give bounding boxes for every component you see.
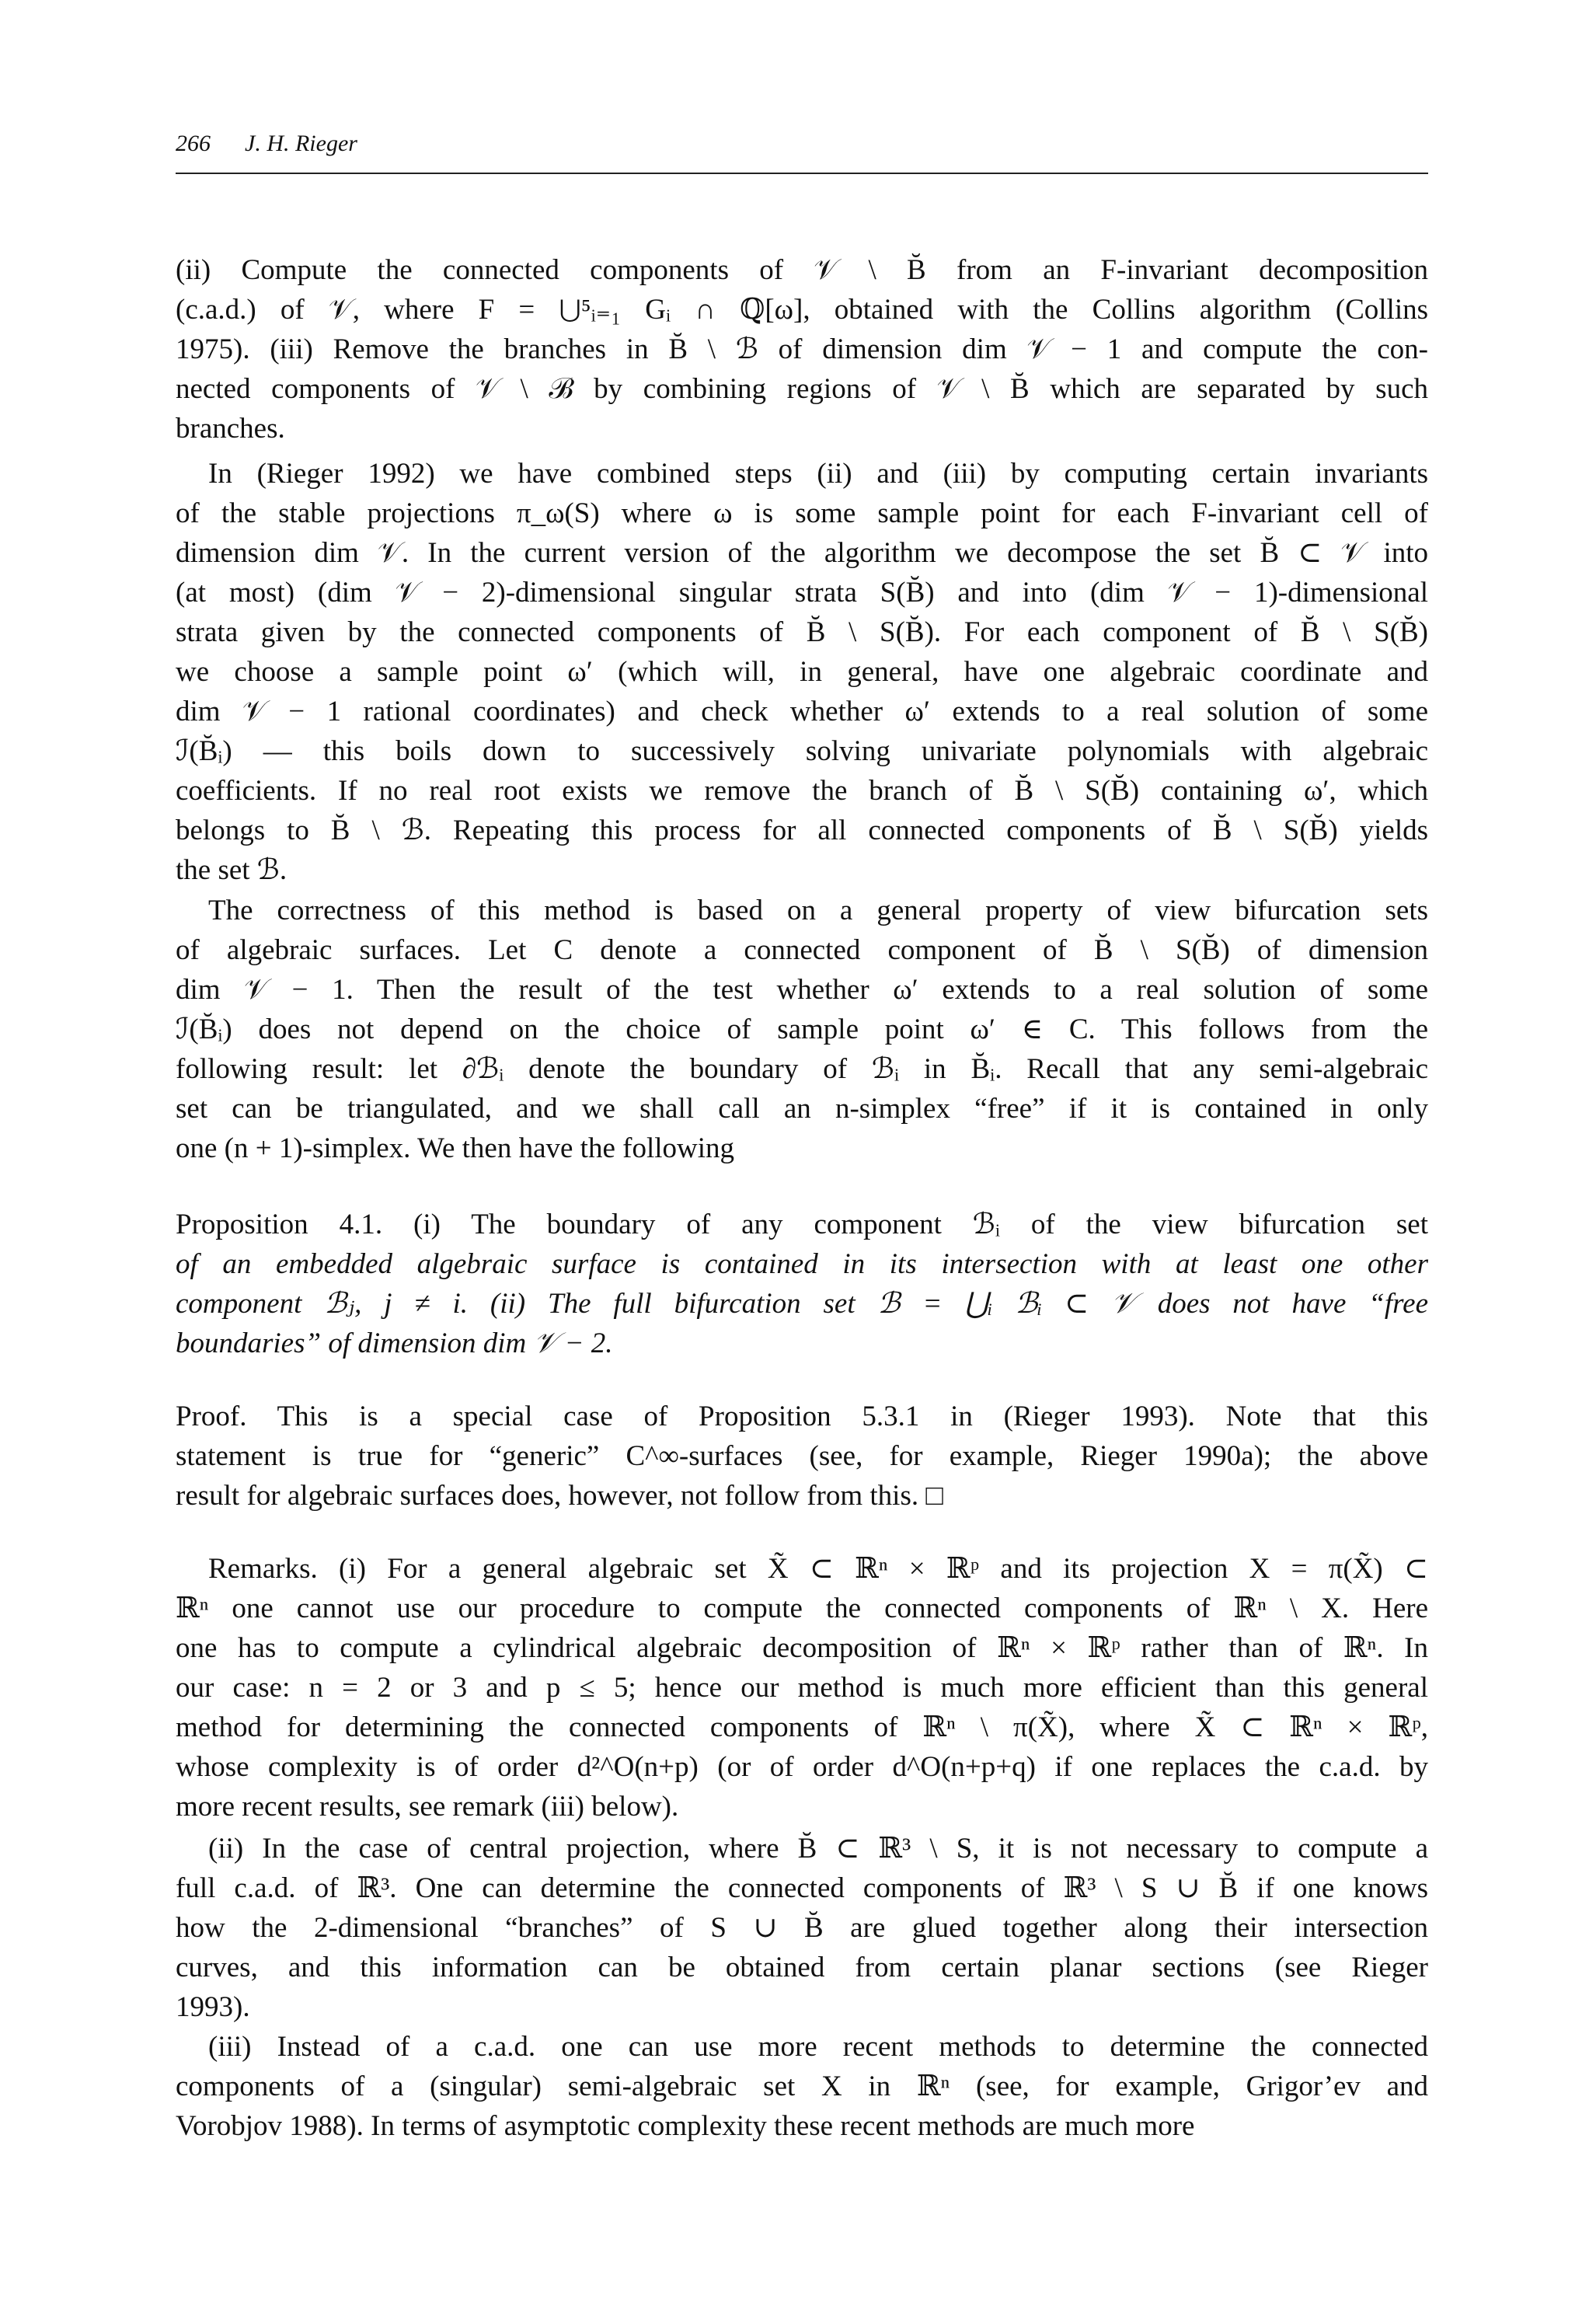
text-line: In (Rieger 1992) we have combined steps (ii) and (iii) by computing certain invariants — [208, 458, 1428, 490]
page-number: 266 — [176, 131, 211, 156]
text-line: The correctness of this method is based on a general property of view bifurcation sets — [208, 895, 1428, 926]
text-line: (ii) Compute the connected components of 𝒱 \ B̆ from an F-invariant decomposition — [176, 254, 1428, 286]
text-line: our case: n = 2 or 3 and p ≤ 5; hence our method is much more efficient than this general — [176, 1672, 1428, 1704]
text-line: 1975). (iii) Remove the branches in B̆ \ ℬ of dimension dim 𝒱 − 1 and compute the con- — [176, 333, 1428, 365]
text-line: ℝⁿ one cannot use our procedure to compute the connected components of ℝⁿ \ X. Here — [176, 1593, 1428, 1624]
para-steps — [176, 250, 1428, 448]
text-line: nected components of 𝒱 \ ℬ by combining regions of 𝒱 \ B̆ which are separated by such — [176, 373, 1428, 405]
para-remarks — [176, 1549, 1428, 1826]
running-author: J. H. Rieger — [245, 131, 357, 156]
text-line: (iii) Instead of a c.a.d. one can use more recent methods to determine the connected — [208, 2031, 1428, 2063]
text-line: (at most) (dim 𝒱 − 2)-dimensional singular strata S(B̆) and into (dim 𝒱 − 1)-dimensional — [176, 577, 1428, 609]
text-line: component ℬⱼ, j ≠ i. (ii) The full bifurcation set ℬ = ⋃ᵢ ℬᵢ ⊂ 𝒱 does not have “free — [176, 1288, 1428, 1320]
text-line: method for determining the connected components of ℝⁿ \ π(X̃), where X̃ ⊂ ℝⁿ × ℝᵖ, — [176, 1711, 1428, 1743]
text-line: of an embedded algebraic surface is contained in its intersection with at least one other — [176, 1248, 1428, 1280]
para-proposition — [176, 1205, 1428, 1363]
text-line: branches. — [176, 413, 285, 445]
para-remark-ii — [176, 1829, 1428, 2027]
running-header — [176, 131, 392, 157]
text-line: of the stable projections π_ω(S) where ω is some sample point for each F-invariant cell of — [176, 497, 1428, 529]
text-line: (c.a.d.) of 𝒱, where F = ⋃⁵ᵢ₌₁ Gᵢ ∩ ℚ[ω], obtained with the Collins algorithm (Collins — [176, 294, 1428, 326]
text-line: statement is true for “generic” C^∞-surfaces (see, for example, Rieger 1990a); the above — [176, 1440, 1428, 1472]
text-line: one has to compute a cylindrical algebraic decomposition of ℝⁿ × ℝᵖ rather than of ℝⁿ. In — [176, 1632, 1428, 1664]
text-line: following result: let ∂ℬᵢ denote the boundary of ℬᵢ in B̆ᵢ. Recall that any semi-algebraic — [176, 1053, 1428, 1085]
text-line: Vorobjov 1988). In terms of asymptotic complexity these recent methods are much more — [176, 2110, 1195, 2142]
para-correctness — [176, 891, 1428, 1168]
text-line: full c.a.d. of ℝ³. One can determine the connected components of ℝ³ \ S ∪ B̆ if one knows — [176, 1872, 1428, 1904]
text-line: boundaries” of dimension dim 𝒱 − 2. — [176, 1327, 613, 1359]
text-line: one (n + 1)-simplex. We then have the following — [176, 1132, 735, 1164]
text-line: whose complexity is of order d²^O(n+p) (or of order d^O(n+p+q) if one replaces the c.a.d. by — [176, 1751, 1428, 1783]
text-line: 1993). — [176, 1991, 250, 2023]
text-line: dim 𝒱 − 1. Then the result of the test whether ω′ extends to a real solution of some — [176, 974, 1428, 1006]
text-line: curves, and this information can be obtained from certain planar sections (see Rieger — [176, 1952, 1428, 1983]
text-line: result for algebraic surfaces does, however, not follow from this. □ — [176, 1480, 943, 1512]
text-line: Proof. This is a special case of Proposition 5.3.1 in (Rieger 1993). Note that this — [176, 1401, 1428, 1432]
text-line: belongs to B̆ \ ℬ. Repeating this process for all connected components of B̆ \ S(B̆) yields — [176, 815, 1428, 846]
text-line: how the 2-dimensional “branches” of S ∪ B̆ are glued together along their intersection — [176, 1912, 1428, 1944]
text-line: strata given by the connected components of B̆ \ S(B̆). For each component of B̆ \ S(B̆) — [176, 616, 1428, 648]
text-line: set can be triangulated, and we shall call an n-simplex “free” if it is contained in only — [176, 1093, 1428, 1125]
text-line: Remarks. (i) For a general algebraic set X̃ ⊂ ℝⁿ × ℝᵖ and its projection X = π(X̃) ⊂ — [208, 1553, 1428, 1585]
text-line: dim 𝒱 − 1 rational coordinates) and check whether ω′ extends to a real solution of some — [176, 696, 1428, 727]
text-line: (ii) In the case of central projection, where B̆ ⊂ ℝ³ \ S, it is not necessary to compute a — [208, 1833, 1428, 1865]
para-rieger-1992 — [176, 454, 1428, 890]
text-line: we choose a sample point ω′ (which will, in general, have one algebraic coordinate and — [176, 656, 1428, 688]
para-proof — [176, 1397, 1428, 1516]
header-rule — [176, 173, 1428, 174]
text-line: the set ℬ. — [176, 854, 287, 886]
text-line: coefficients. If no real root exists we remove the branch of B̆ \ S(B̆) containing ω′, which — [176, 775, 1428, 807]
text-line: ℐ(B̆ᵢ) does not depend on the choice of sample point ω′ ∈ C. This follows from the — [176, 1013, 1428, 1045]
text-line: ℐ(B̆ᵢ) — this boils down to successively solving univariate polynomials with algebraic — [176, 735, 1428, 767]
text-line: of algebraic surfaces. Let C denote a connected component of B̆ \ S(B̆) of dimension — [176, 934, 1428, 966]
text-line: Proposition 4.1. (i) The boundary of any component ℬᵢ of the view bifurcation set — [176, 1209, 1428, 1240]
text-line: more recent results, see remark (iii) below). — [176, 1791, 679, 1823]
text-line: components of a (singular) semi-algebraic set X in ℝⁿ (see, for example, Grigor’ev and — [176, 2070, 1428, 2102]
text-line: dimension dim 𝒱. In the current version of the algorithm we decompose the set B̆ ⊂ 𝒱 into — [176, 537, 1428, 569]
para-remark-iii — [176, 2027, 1428, 2146]
